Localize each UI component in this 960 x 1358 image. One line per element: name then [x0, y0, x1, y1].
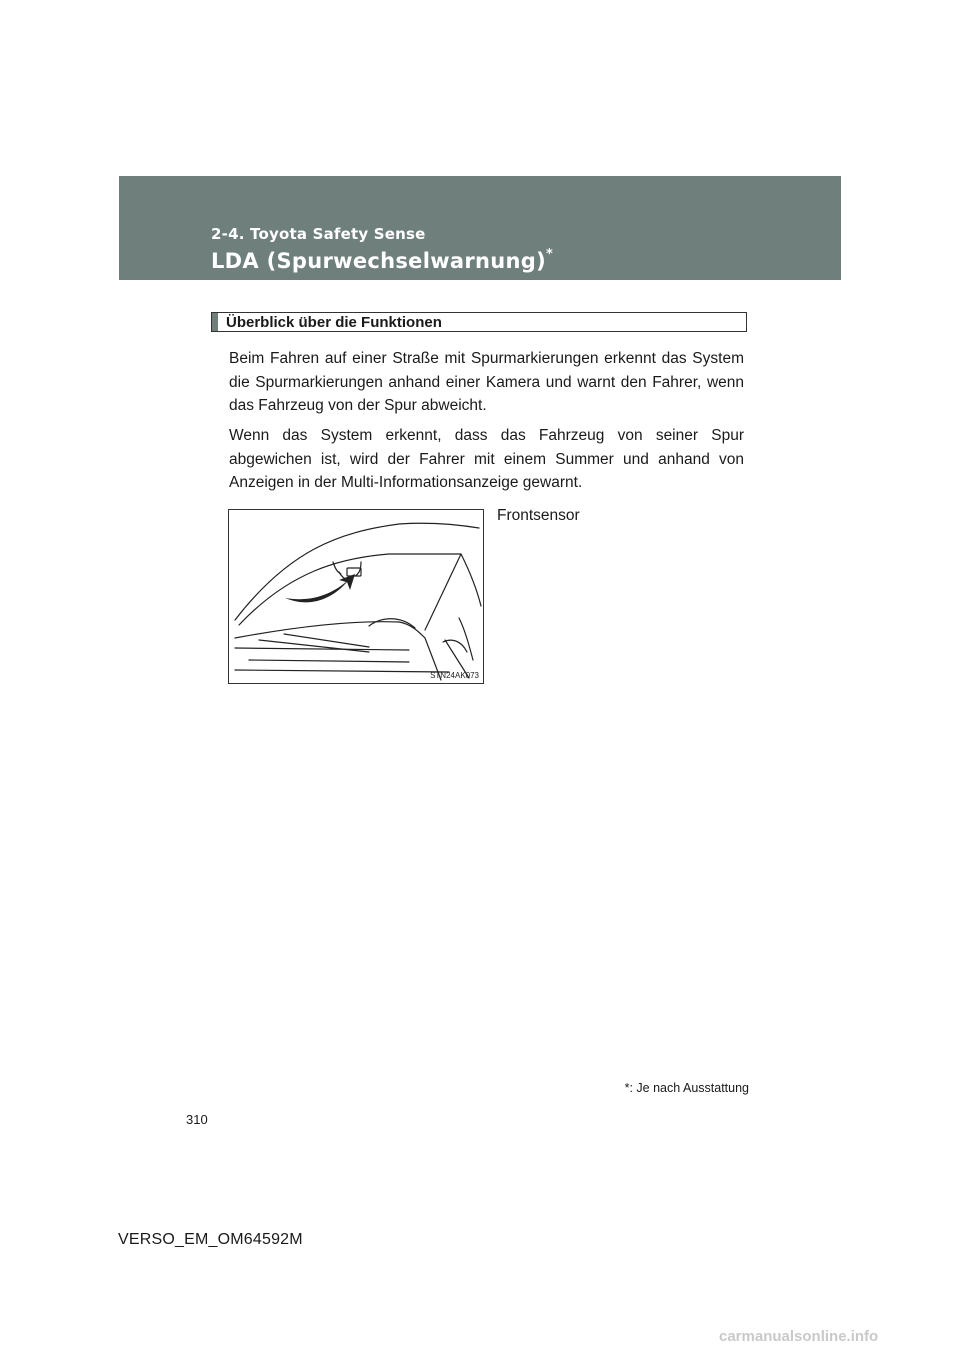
figure-label: Frontsensor [497, 507, 580, 524]
windshield-drawing [229, 510, 483, 683]
subheading-text: Überblick über die Funktionen [226, 314, 442, 331]
footnote [592, 1081, 749, 1095]
paragraph-2: Wenn das System erkennt, dass das Fahrzeug von seiner Spur abgewichen ist, wird der Fahrer mit einem Summer und anhand von Anzeigen in der Multi-Informationsanzeige gewarnt. [229, 427, 744, 491]
document-code: VERSO_EM_OM64592M [118, 1231, 303, 1248]
watermark: carmanualsonline.info [719, 1328, 879, 1345]
section-label: 2-4. Toyota Safety Sense [211, 225, 426, 243]
windshield-illustration [228, 509, 484, 684]
figure-code: STN24AK073 [430, 671, 479, 680]
page-number: 310 [186, 1112, 208, 1127]
subheading-box [211, 312, 747, 332]
page-title [211, 249, 553, 273]
page-title-text: LDA (Spurwechselwarnung) [211, 249, 547, 273]
subheading-bar [212, 313, 218, 331]
section-header [119, 176, 841, 280]
paragraph-1: Beim Fahren auf einer Straße mit Spurmarkierungen erkennt das System die Spurmarkierungen anhand einer Kamera und warnt den Fahrer, wenn das Fahrzeug von der Spur abweicht. [229, 350, 744, 414]
footnote-asterisk: * [624, 1081, 630, 1095]
title-asterisk: * [546, 247, 554, 262]
footnote-text: : Je nach Ausstattung [629, 1081, 749, 1095]
